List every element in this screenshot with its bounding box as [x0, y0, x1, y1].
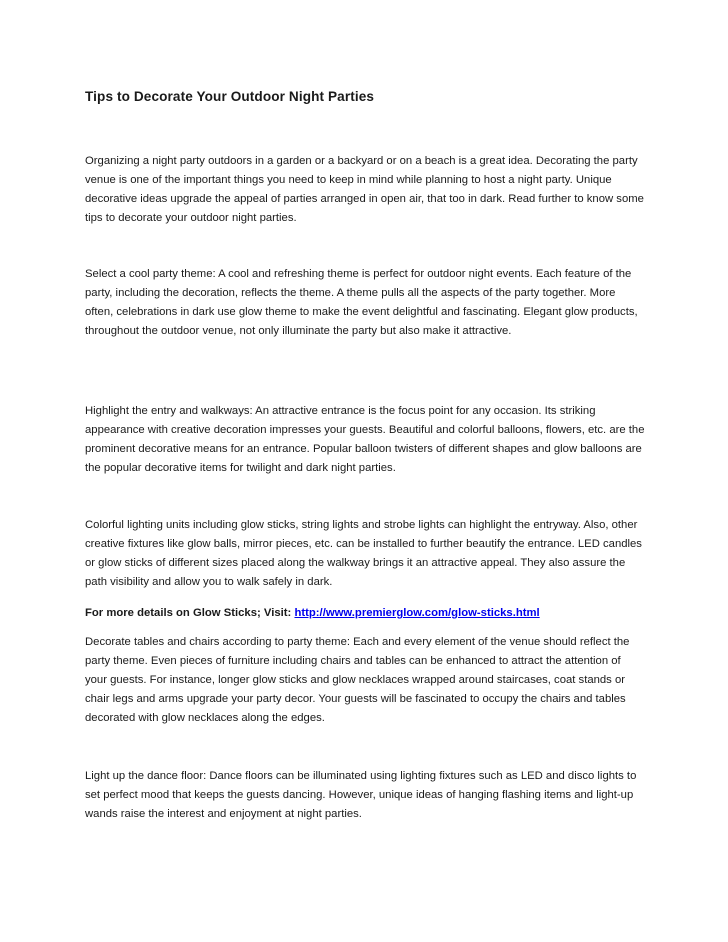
more-details-line: [85, 604, 645, 623]
glow-sticks-link[interactable]: http://www.premierglow.com/glow-sticks.html: [294, 607, 540, 619]
paragraph-entry-walkways: Highlight the entry and walkways: An attractive entrance is the focus point for any occasion. Its striking appearance with creative decoration impresses your guests. Beautiful and colorful balloons, flowers, etc. are the prominent decorative means for an entrance. Popular balloon twisters of different shapes and glow balloons are the popular decorative items for twilight and dark night parties.: [85, 405, 645, 474]
paragraph-intro: Organizing a night party outdoors in a garden or a backyard or on a beach is a great idea. Decorating the party venue is one of the important things you need to keep in mind while planning to host a night party. Unique decorative ideas upgrade the appeal of parties arranged in open air, that too in dark. Read further to know some tips to decorate your outdoor night parties.: [85, 155, 644, 224]
paragraph-dance-floor: Light up the dance floor: Dance floors can be illuminated using lighting fixtures such as LED and disco lights to set perfect mood that keeps the guests dancing. However, unique ideas of hanging flashing items and light-up wands raise the interest and enjoyment at night parties.: [85, 770, 637, 820]
paragraph-tables-chairs: Decorate tables and chairs according to party theme: Each and every element of the venue should reflect the party theme. Even pieces of furniture including chairs and tables can be enhanced to attract the attention of your guests. For instance, longer glow sticks and glow necklaces wrapped around staircases, coat stands or chair legs and arms upgrade your party decor. Your guests will be fascinated to occupy the chairs and tables decorated with glow necklaces along the edges.: [85, 636, 630, 724]
paragraph-party-theme: Select a cool party theme: A cool and refreshing theme is perfect for outdoor night events. Each feature of the party, including the decoration, reflects the theme. A theme pulls all the aspects of the party together. More often, celebrations in dark use glow theme to make the event delightful and fascinating. Elegant glow products, throughout the outdoor venue, not only illuminate the party but also make it attractive.: [85, 268, 638, 337]
paragraph-lighting-units: Colorful lighting units including glow sticks, string lights and strobe lights can highlight the entryway. Also, other creative fixtures like glow balls, mirror pieces, etc. can be installed to further beautify the entrance. LED candles or glow sticks of different sizes placed along the walkway brings it an attractive appeal. They also assure the path visibility and allow you to walk safely in dark.: [85, 519, 642, 588]
document-title: Tips to Decorate Your Outdoor Night Parties: [85, 89, 375, 104]
more-details-label: For more details on Glow Sticks; Visit:: [85, 607, 295, 619]
